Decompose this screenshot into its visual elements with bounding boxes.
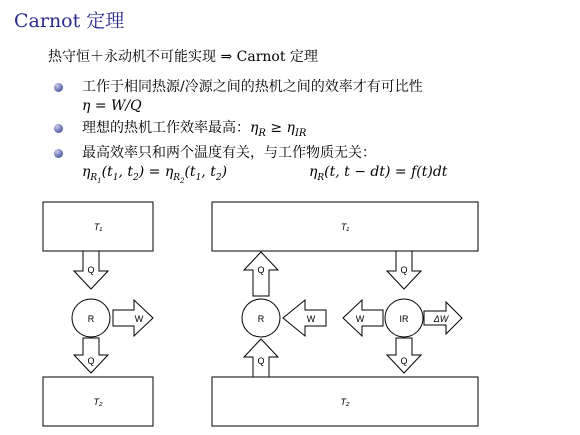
page-title: Carnot 定理: [14, 10, 125, 32]
right-ir-work-label: W: [355, 314, 365, 324]
right-engine-ir-label: IR: [399, 314, 409, 324]
bullet-2-text: 理想的热机工作效率最高：: [82, 120, 250, 136]
right-ir-q-top-label: Q: [400, 265, 408, 275]
right-hot-label: T₁: [340, 222, 350, 232]
right-r-q-bottom-label: Q: [257, 356, 265, 366]
left-cold-label: T₂: [93, 397, 103, 407]
left-hot-label: T₁: [93, 222, 103, 232]
right-r-q-top-label: Q: [257, 265, 265, 275]
left-engine-label: R: [87, 314, 95, 324]
bullet-3-formula-b: $\eta_R(t$, t − dt) = f(t)dt: [309, 164, 448, 183]
right-cold-label: T₂: [340, 397, 350, 407]
intro-line: 热守恒＋永动机不可能实现 ⇒ Carnot 定理: [48, 49, 318, 65]
bullet-3-formula-a: $\eta_{R_1}(t_1$, $t_2) = \eta_{R_2}(t_1$, $t_2$): [82, 164, 228, 185]
right-r-work-label: W: [306, 314, 316, 324]
right-r-work-in-arrow: [283, 300, 326, 336]
left-work-label: W: [134, 314, 144, 324]
bullet-1-formula: η = W/Q: [82, 98, 142, 114]
bullet-3-text: 最高效率只和两个温度有关，与工作物质无关：: [82, 145, 376, 161]
bullet-2-formula: $\eta_R \ge \eta_{IR}$: [250, 120, 307, 139]
right-engine-r-label: R: [257, 314, 265, 324]
right-ir-delta-work-label: ΔW: [433, 314, 449, 324]
right-ir-q-bottom-label: Q: [400, 356, 408, 366]
bullet-1-text: 工作于相同热源/冷源之间的热机之间的效率才有可比性: [82, 79, 423, 95]
left-q-in-label: Q: [87, 265, 95, 275]
left-q-out-label: Q: [87, 356, 95, 366]
left-work-arrow: [113, 300, 153, 336]
